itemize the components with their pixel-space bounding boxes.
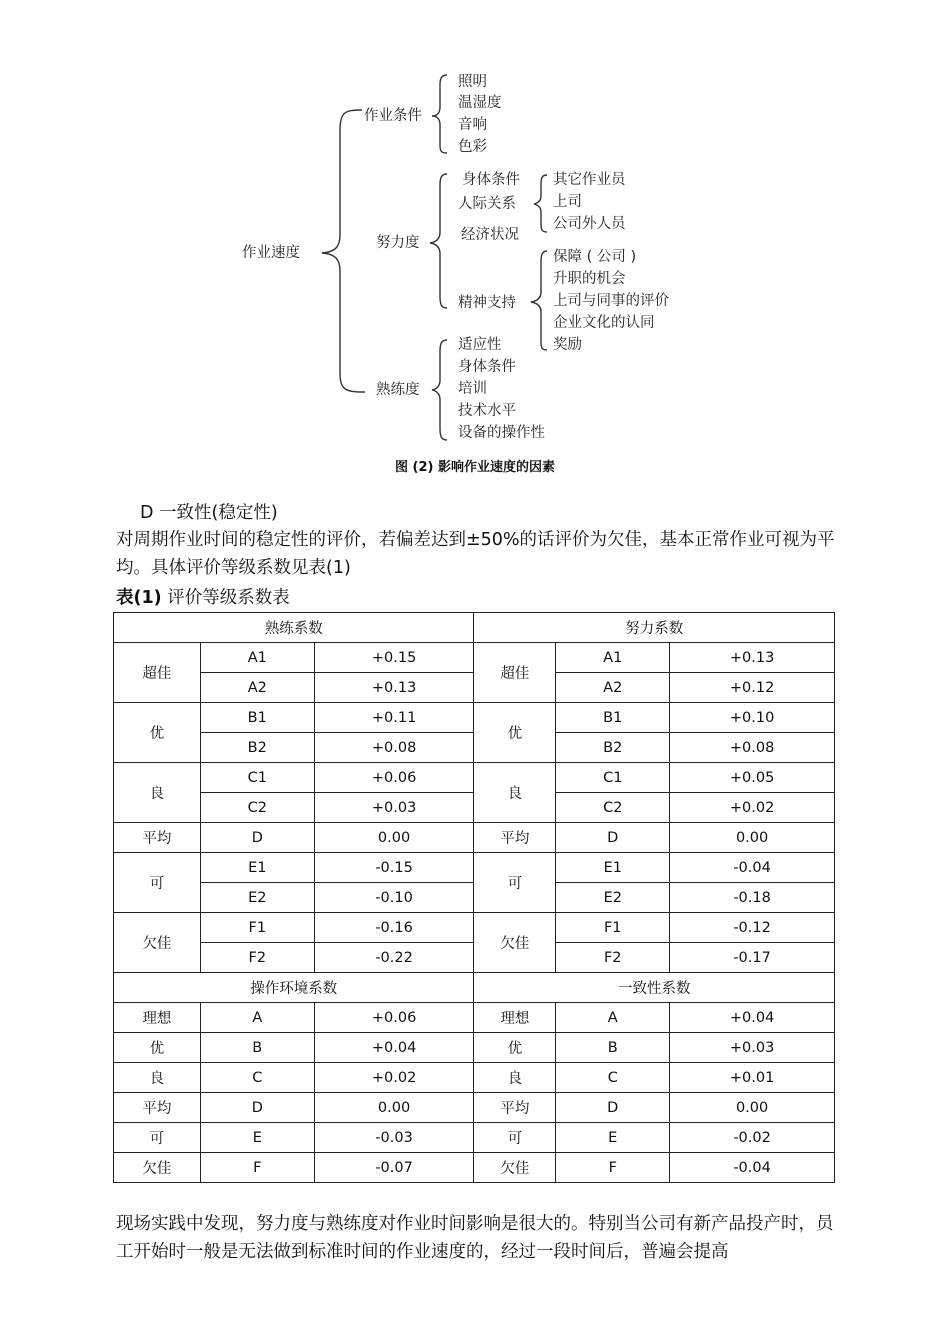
table-row [114, 643, 835, 673]
support-item: 上司与同事的评价 [553, 293, 669, 309]
skill-item: 身体条件 [458, 359, 516, 375]
grade-cell: 可 [474, 1123, 556, 1153]
grade-cell: 平均 [114, 1093, 201, 1123]
support-item: 企业文化的认同 [553, 315, 655, 331]
effort-code: A1 [556, 643, 670, 673]
effort-code: B1 [556, 703, 670, 733]
effort-item: 身体条件 [462, 172, 520, 188]
grade-cell: 良 [474, 1063, 556, 1093]
support-brace [531, 251, 547, 350]
skill-value: -0.22 [314, 943, 474, 973]
relation-item: 公司外人员 [553, 216, 626, 232]
section-d-heading: D 一致性(稳定性) [140, 503, 278, 523]
table-row [114, 823, 835, 853]
env-code: B [200, 1033, 314, 1063]
skill-value: +0.08 [314, 733, 474, 763]
grade-cell: 优 [114, 703, 201, 763]
relation-item: 上司 [553, 194, 582, 210]
consistency-value: -0.04 [670, 1153, 835, 1183]
skill-item: 技术水平 [458, 403, 516, 419]
env-value: +0.04 [314, 1033, 474, 1063]
effort-code: E1 [556, 853, 670, 883]
grade-cell: 优 [114, 1033, 201, 1063]
env-code: F [200, 1153, 314, 1183]
coefficient-table [113, 612, 835, 1183]
skill-header: 熟练系数 [114, 613, 474, 643]
env-value: -0.07 [314, 1153, 474, 1183]
branch-skill-label: 熟练度 [376, 382, 420, 398]
effort-value: -0.17 [670, 943, 835, 973]
skill-value: -0.10 [314, 883, 474, 913]
effort-item: 经济状况 [461, 227, 519, 243]
table-row [114, 853, 835, 883]
env-code: E [200, 1123, 314, 1153]
grade-cell: 理想 [114, 1003, 201, 1033]
env-value: +0.02 [314, 1063, 474, 1093]
skill-value: -0.16 [314, 913, 474, 943]
table-number: 表(1) [116, 588, 162, 608]
grade-cell: 优 [474, 1033, 556, 1063]
effort-code: A2 [556, 673, 670, 703]
effort-value: -0.04 [670, 853, 835, 883]
effort-value: +0.12 [670, 673, 835, 703]
table-row [114, 1153, 835, 1183]
grade-cell: 欠佳 [474, 1153, 556, 1183]
consistency-code: D [556, 1093, 670, 1123]
support-item: 升职的机会 [553, 271, 626, 287]
env-code: C [200, 1063, 314, 1093]
consistency-value: +0.01 [670, 1063, 835, 1093]
skill-item: 设备的操作性 [458, 425, 545, 441]
effort-value: +0.02 [670, 793, 835, 823]
consistency-value: 0.00 [670, 1093, 835, 1123]
grade-cell: 良 [474, 763, 556, 823]
grade-cell: 欠佳 [474, 913, 556, 973]
main-brace [322, 110, 365, 392]
table-row [114, 1003, 835, 1033]
effort-code: F2 [556, 943, 670, 973]
table-row [114, 1123, 835, 1153]
grade-cell: 平均 [114, 823, 201, 853]
skill-code: D [200, 823, 314, 853]
grade-cell: 优 [474, 703, 556, 763]
effort-value: -0.18 [670, 883, 835, 913]
effort-value: +0.10 [670, 703, 835, 733]
effort-item: 人际关系 [458, 196, 516, 212]
effort-code: C2 [556, 793, 670, 823]
condition-item: 色彩 [458, 139, 487, 155]
condition-item: 温湿度 [458, 95, 502, 111]
skill-brace [432, 340, 447, 440]
diagram-root-label: 作业速度 [242, 245, 300, 261]
effort-code: E2 [556, 883, 670, 913]
factor-diagram [0, 0, 950, 480]
skill-value: +0.15 [314, 643, 474, 673]
env-code: D [200, 1093, 314, 1123]
consistency-value: -0.02 [670, 1123, 835, 1153]
grade-cell: 平均 [474, 823, 556, 853]
effort-code: B2 [556, 733, 670, 763]
table-header-row [114, 613, 835, 643]
effort-code: F1 [556, 913, 670, 943]
table-title [116, 584, 290, 612]
table-row [114, 763, 835, 793]
diagram-caption: 图 (2) 影响作业速度的因素 [395, 460, 555, 475]
effort-value: -0.12 [670, 913, 835, 943]
branch-effort-label: 努力度 [376, 235, 420, 251]
skill-item: 培训 [458, 381, 487, 397]
skill-code: F1 [200, 913, 314, 943]
effort-code: C1 [556, 763, 670, 793]
consistency-code: A [556, 1003, 670, 1033]
env-value: -0.03 [314, 1123, 474, 1153]
paragraph-practice: 现场实践中发现，努力度与熟练度对作业时间影响是很大的。特别当公司有新产品投产时，员工开始时一般是无法做到标准时间的作业速度的，经过一段时间后，普遍会提高 [116, 1214, 834, 1262]
skill-value: -0.15 [314, 853, 474, 883]
relation-item: 其它作业员 [553, 172, 626, 188]
grade-cell: 良 [114, 763, 201, 823]
skill-value: 0.00 [314, 823, 474, 853]
grade-cell: 欠佳 [114, 913, 201, 973]
effort-brace [430, 174, 447, 308]
conditions-brace [432, 75, 447, 153]
table-title-text: 评价等级系数表 [161, 588, 290, 608]
consistency-header: 一致性系数 [474, 973, 835, 1003]
table-row [114, 1033, 835, 1063]
support-item: 奖励 [553, 337, 582, 353]
effort-value: +0.05 [670, 763, 835, 793]
condition-item: 照明 [458, 74, 487, 90]
effort-item: 精神支持 [458, 295, 516, 311]
skill-code: A2 [200, 673, 314, 703]
grade-cell: 超佳 [474, 643, 556, 703]
table-row [114, 1093, 835, 1123]
grade-cell: 良 [114, 1063, 201, 1093]
grade-cell: 可 [114, 1123, 201, 1153]
skill-value: +0.03 [314, 793, 474, 823]
consistency-code: B [556, 1033, 670, 1063]
grade-cell: 欠佳 [114, 1153, 201, 1183]
consistency-code: E [556, 1123, 670, 1153]
skill-code: F2 [200, 943, 314, 973]
paragraph-stability: 对周期作业时间的稳定性的评价，若偏差达到±50%的话评价为欠佳，基本正常作业可视为平均。具体评价等级系数见表(1) [116, 530, 835, 578]
skill-code: B1 [200, 703, 314, 733]
effort-value: +0.13 [670, 643, 835, 673]
effort-code: D [556, 823, 670, 853]
env-value: 0.00 [314, 1093, 474, 1123]
effort-value: +0.08 [670, 733, 835, 763]
branch-conditions-label: 作业条件 [364, 108, 422, 124]
skill-code: A1 [200, 643, 314, 673]
grade-cell: 理想 [474, 1003, 556, 1033]
skill-code: B2 [200, 733, 314, 763]
relations-brace [534, 175, 547, 232]
table-row [114, 1063, 835, 1093]
grade-cell: 可 [474, 853, 556, 913]
env-value: +0.06 [314, 1003, 474, 1033]
consistency-code: C [556, 1063, 670, 1093]
skill-value: +0.06 [314, 763, 474, 793]
consistency-value: +0.04 [670, 1003, 835, 1033]
grade-cell: 平均 [474, 1093, 556, 1123]
consistency-value: +0.03 [670, 1033, 835, 1063]
effort-header: 努力系数 [474, 613, 835, 643]
condition-item: 音响 [458, 117, 487, 133]
skill-item: 适应性 [458, 337, 502, 353]
support-item: 保障 ( 公司 ) [553, 249, 637, 265]
grade-cell: 超佳 [114, 643, 201, 703]
table-row [114, 913, 835, 943]
consistency-code: F [556, 1153, 670, 1183]
env-code: A [200, 1003, 314, 1033]
skill-value: +0.11 [314, 703, 474, 733]
env-header: 操作环境系数 [114, 973, 474, 1003]
table-header-row [114, 973, 835, 1003]
skill-code: C1 [200, 763, 314, 793]
table-row [114, 703, 835, 733]
skill-code: C2 [200, 793, 314, 823]
grade-cell: 可 [114, 853, 201, 913]
skill-value: +0.13 [314, 673, 474, 703]
skill-code: E2 [200, 883, 314, 913]
effort-value: 0.00 [670, 823, 835, 853]
skill-code: E1 [200, 853, 314, 883]
